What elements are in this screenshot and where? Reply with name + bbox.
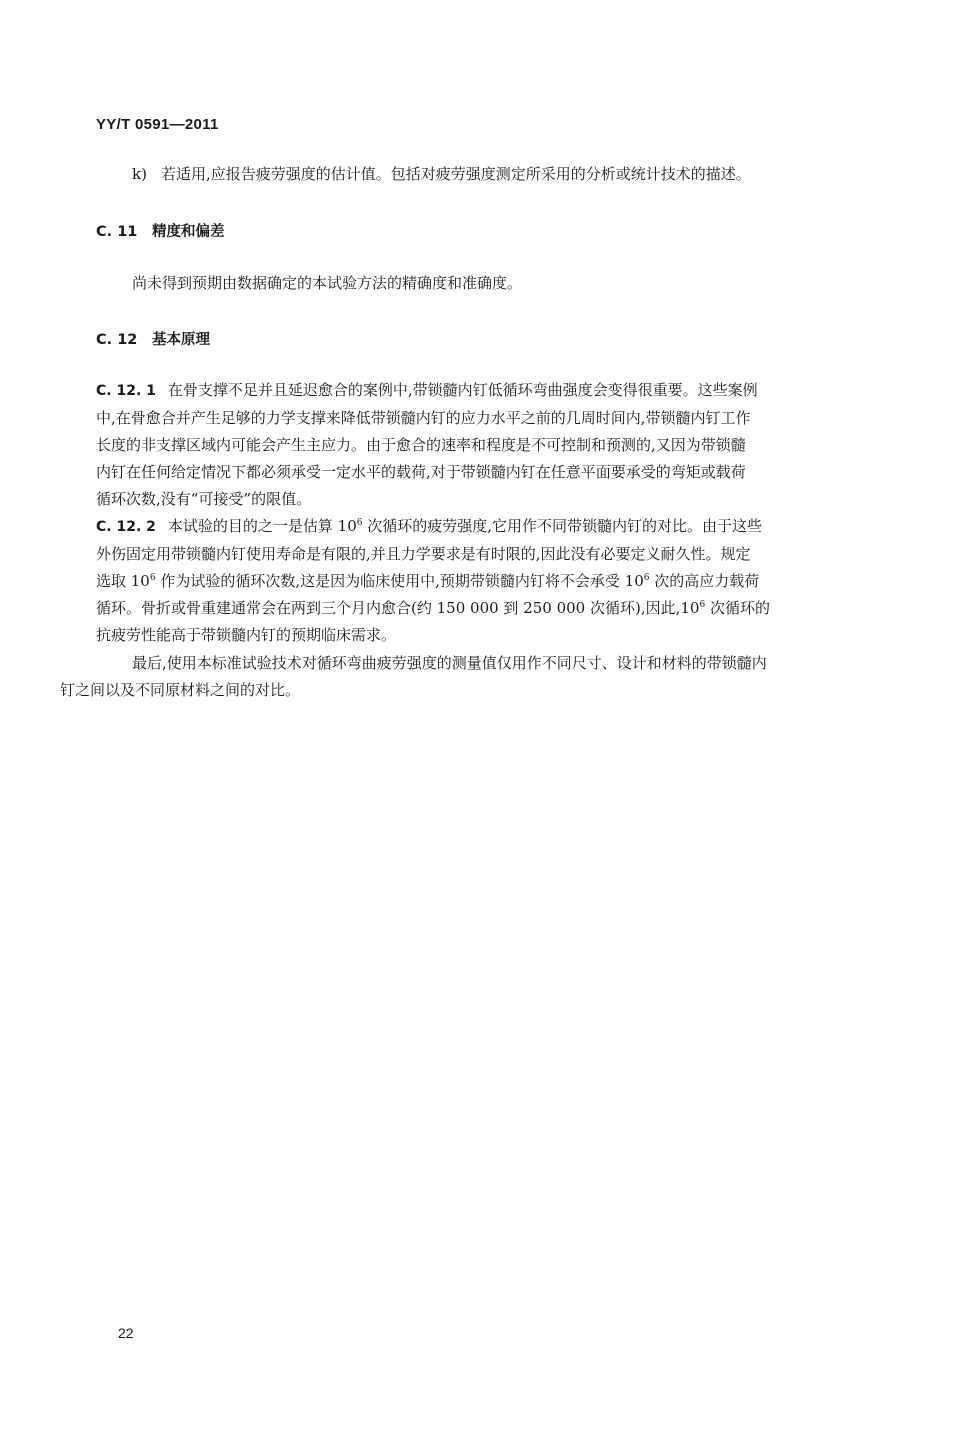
paragraph-line: 内钉在任何给定情况下都必须承受一定水平的载荷,对于带锁髓内钉在任意平面要承受的弯矩或载荷: [96, 463, 746, 481]
section-number: C. 11: [96, 224, 138, 240]
section-title: 基本原理: [152, 332, 210, 348]
exponent: 6: [699, 600, 706, 610]
page-number: 22: [118, 1325, 134, 1341]
list-item-label: k): [132, 165, 147, 183]
paragraph-line: C. 12. 1 在骨支撑不足并且延迟愈合的案例中,带锁髓内钉低循环弯曲强度会变得很重要。这些案例: [96, 381, 758, 399]
list-item-k: [96, 161, 871, 188]
clause-c12-1: [96, 377, 876, 513]
paragraph-line: 最后,使用本标准试验技术对循环弯曲疲劳强度的测量值仅用作不同尺寸、设计和材料的带锁髓内: [132, 654, 767, 672]
section-c11-body: 尚未得到预期由数据确定的本试验方法的精确度和准确度。: [132, 274, 523, 292]
exponent: 6: [149, 573, 156, 583]
clause-number: C. 12. 2: [96, 519, 156, 535]
section-number: C. 12: [96, 332, 138, 348]
paragraph-line: 中,在骨愈合并产生足够的力学支撑来降低带锁髓内钉的应力水平之前的几周时间内,带锁髓内钉工作: [96, 409, 751, 427]
list-item-text: 若适用,应报告疲劳强度的估计值。包括对疲劳强度测定所采用的分析或统计技术的描述。: [160, 165, 751, 183]
paragraph-line: 长度的非支撑区域内可能会产生主应力。由于愈合的速率和程度是不可控制和预测的,又因为带锁髓: [96, 436, 746, 454]
paragraph-line: 外伤固定用带锁髓内钉使用寿命是有限的,并且力学要求是有时限的,因此没有必要定义耐久性。规定: [96, 545, 751, 563]
section-heading-c11: [96, 220, 225, 241]
paragraph-line: 选取 $10^6$ 作为试验的循环次数,这是因为临床使用中,预期带锁髓内钉将不会承受 $10^6$ 次的高应力载荷: [96, 572, 760, 590]
paragraph-line: C. 12. 2 本试验的目的之一是估算 $10^6$ 次循环的疲劳强度,它用作不同带锁髓内钉的对比。由于这些: [96, 517, 763, 535]
clause-c12-2: [96, 513, 876, 649]
exponent: 6: [643, 573, 650, 583]
paragraph-line: 循环次数,没有“可接受”的限值。: [96, 490, 312, 508]
paragraph-line: 抗疲劳性能高于带锁髓内钉的预期临床需求。: [96, 626, 397, 644]
final-paragraph: [60, 650, 876, 704]
exponent: 6: [356, 518, 363, 528]
paragraph-line: 钉之间以及不同原材料之间的对比。: [60, 681, 301, 699]
standard-code-header: YY/T 0591—2011: [96, 116, 219, 133]
section-heading-c12: [96, 328, 210, 349]
paragraph-line: 循环。骨折或骨重建通常会在两到三个月内愈合(约 150 000 到 250 000 次循环),因此$,10^6$ 次循环的: [96, 599, 770, 617]
clause-number: C. 12. 1: [96, 383, 156, 399]
section-title: 精度和偏差: [152, 224, 225, 240]
